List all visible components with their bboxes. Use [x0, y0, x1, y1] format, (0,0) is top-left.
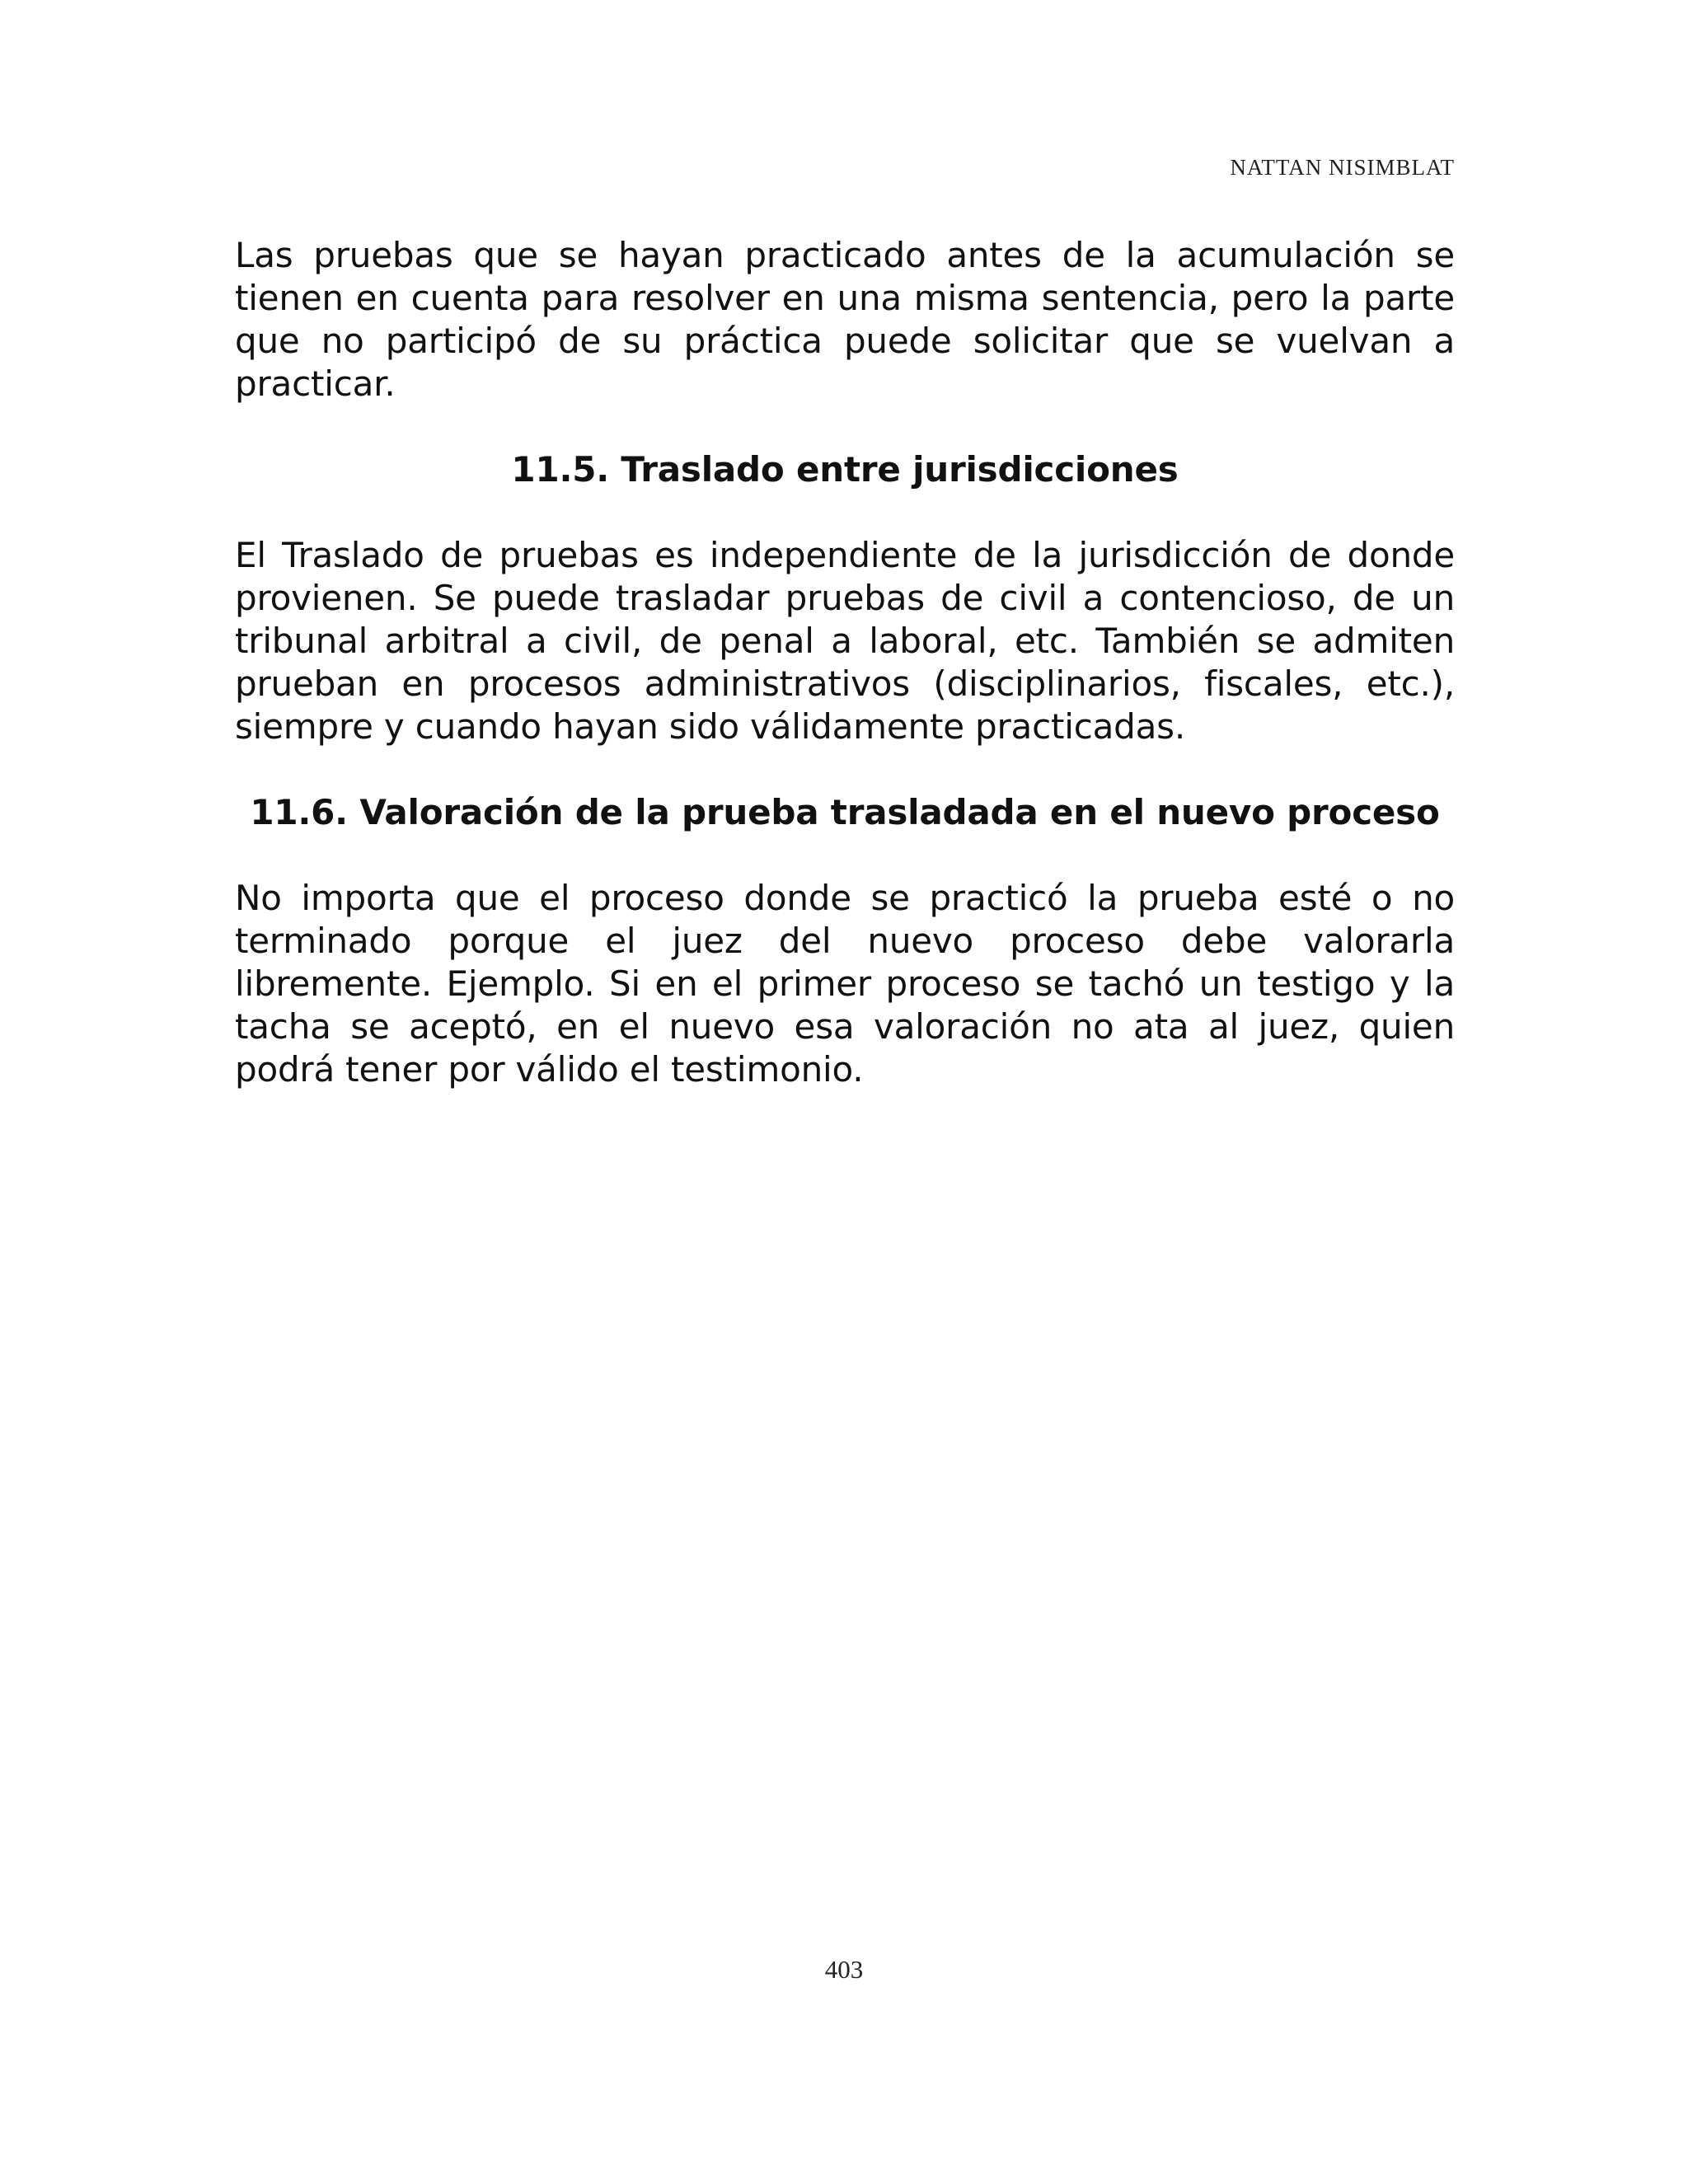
body-paragraph: No importa que el proceso donde se practicó la prueba esté o no terminado porque el juez del nuevo proceso debe valorarla libremente. Ejemplo. Si en el primer proceso se tachó un testigo y la tacha se aceptó, en el nuevo esa valoración no ata al juez, quien podrá tener por válido el testimonio. [235, 878, 1455, 1090]
running-header-author: NATTAN NISIMBLAT [1230, 155, 1455, 180]
section-heading: 11.6. Valoración de la prueba trasladada en el nuevo proceso [250, 792, 1440, 832]
page-number: 403 [824, 1955, 864, 1984]
section-heading: 11.5. Traslado entre jurisdicciones [511, 449, 1179, 490]
body-paragraph: Las pruebas que se hayan practicado antes de la acumulación se tienen en cuenta para resolver en una misma sentencia, pero la parte que no participó de su práctica puede solicitar que se vuelvan a practicar. [235, 235, 1455, 404]
body-paragraph: El Traslado de pruebas es independiente de la jurisdicción de donde provienen. Se puede trasladar pruebas de civil a contencioso, de un tribunal arbitral a civil, de penal a laboral, etc. También se admiten prueban en procesos administrativos (disciplinarios, fiscales, etc.), siempre y cuando hayan sido válidamente practicadas. [235, 535, 1455, 747]
page-content [235, 234, 1455, 1091]
